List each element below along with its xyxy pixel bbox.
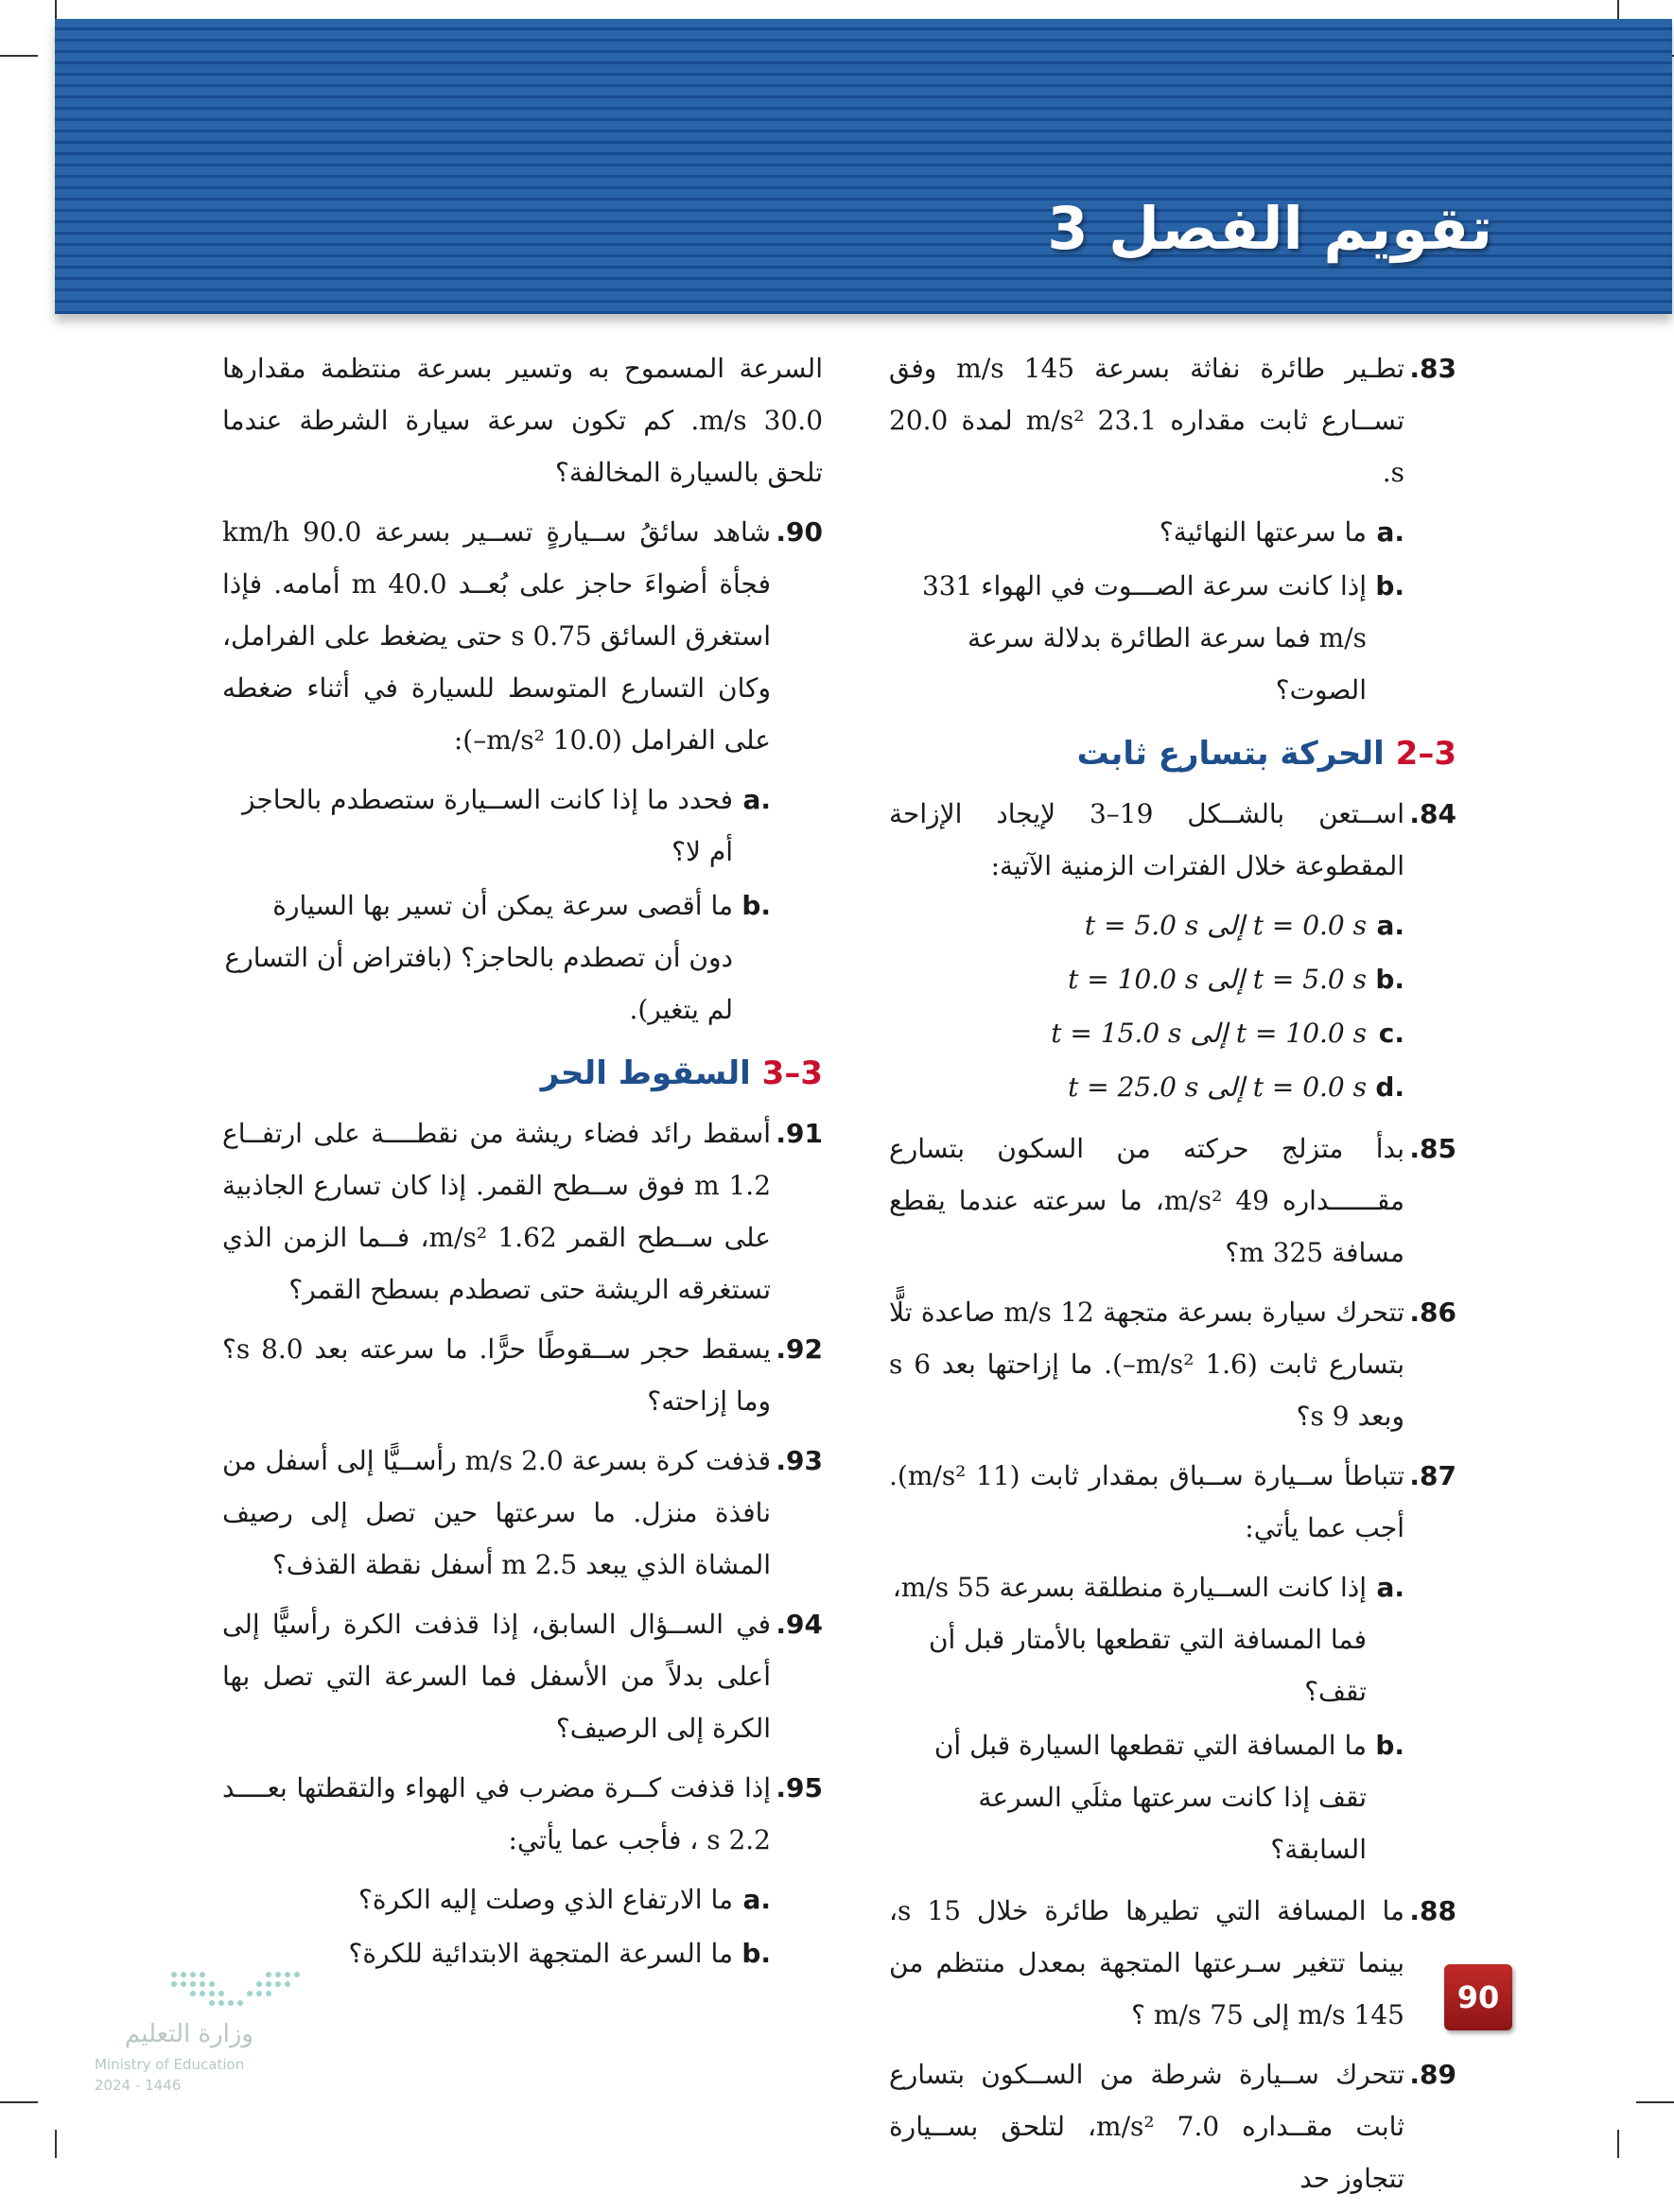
ministry-logo-icon — [166, 1965, 308, 2012]
sub-question-a — [889, 506, 1404, 558]
sub-question-letter: .d — [1375, 1071, 1404, 1103]
crop-mark — [55, 2130, 57, 2158]
question-number: .90 — [776, 516, 823, 548]
question-84 — [889, 788, 1456, 892]
question-87 — [889, 1450, 1456, 1554]
question-text: شاهد سائقُ ســيارةٍ تســير بسرعة 90.0 km/h فجأة أضواءَ حاجز على بُعــد 40.0 m أمامه. فإذا استغرق السائق 0.75 s حتى يضغط على الفرامل، وكان التسارع المتوسط للسيارة في أثناء ضغطه على الفرامل (10.0 m/s²–): — [222, 516, 771, 756]
sub-question-letter: .c — [1378, 1018, 1404, 1049]
ministry-name-english: Ministry of Education — [95, 2056, 245, 2073]
question-number: .89 — [1409, 2059, 1456, 2090]
question-number: .91 — [776, 1118, 823, 1149]
section-title: السقوط الحر — [540, 1054, 751, 1092]
sub-question-a — [222, 774, 771, 878]
sub-question-d — [889, 1061, 1404, 1113]
question-text: يسقط حجر ســقوطًا حرًّا. ما سرعته بعد 8.0 s؟ وما إزاحته؟ — [222, 1333, 771, 1417]
question-89-continued: السرعة المسموح به وتسير بسرعة منتظمة مقدارها 30.0 m/s. كم تكون سرعة سيارة الشرطة عندما تلحق بالسيارة المخالفة؟ — [222, 353, 824, 488]
question-text: تتحرك ســيارة شرطة من الســكون بتسارع ثابت مقــداره 7.0 m/s²، لتلحق بســيارة تتجاوز حد — [889, 2059, 1404, 2194]
sub-question-a — [889, 1561, 1404, 1717]
crop-mark — [0, 2101, 38, 2103]
sub-question-letter: .a — [1376, 910, 1404, 941]
question-number: .95 — [776, 1772, 823, 1803]
sub-question-c — [889, 1007, 1404, 1059]
section-heading — [889, 725, 1456, 782]
sub-question-a — [222, 1873, 771, 1925]
page-number-badge: 90 — [1444, 1964, 1512, 2030]
sub-question-b — [889, 560, 1404, 716]
time-interval: t = 0.0 s إلى t = 5.0 s — [1084, 910, 1367, 941]
sub-question-letter: .b — [1375, 964, 1404, 995]
section-title: الحركة بتسارع ثابت — [1076, 735, 1385, 773]
right-column — [889, 342, 1456, 2212]
question-number: .92 — [776, 1333, 823, 1365]
question-number: .94 — [776, 1609, 823, 1640]
sub-question-text: إذا كانت سرعة الصـــوت في الهواء 331 m/s فما سرعة الطائرة بدلالة سرعة الصوت؟ — [921, 570, 1367, 705]
question-89 — [889, 2048, 1456, 2204]
section-number: 3–2 — [1395, 735, 1456, 773]
sub-question-letter: .a — [742, 784, 771, 815]
time-interval: t = 0.0 s إلى t = 25.0 s — [1068, 1071, 1367, 1103]
sub-question-letter: .a — [742, 1884, 771, 1915]
question-number: .88 — [1409, 1895, 1456, 1926]
crop-mark — [1636, 2101, 1674, 2103]
question-text: في الســؤال السابق، إذا قذفت الكرة رأسيًّا إلى أعلى بدلاً من الأسفل فما السرعة التي تصل بها الكرة إلى الرصيف؟ — [222, 1609, 771, 1744]
sub-question-letter: .b — [741, 890, 771, 921]
sub-question-letter: .a — [1376, 516, 1404, 548]
sub-question-letter: .b — [741, 1938, 771, 1969]
sub-question-text: فحدد ما إذا كانت الســيارة ستصطدم بالحاجز أم لا؟ — [241, 784, 733, 867]
sub-question-b — [889, 1719, 1404, 1875]
sub-question-text: ما الارتفاع الذي وصلت إليه الكرة؟ — [357, 1884, 733, 1915]
sub-question-letter: .b — [1375, 1730, 1404, 1761]
sub-question-text: إذا كانت الســيارة منطلقة بسرعة 55 m/s، فما المسافة التي تقطعها بالأمتار قبل أن تقف؟ — [892, 1572, 1367, 1707]
question-text: ما المسافة التي تطيرها طائرة خلال 15 s، بينما تتغير سـرعتها المتجهة بمعدل منتظم من 145 m/s إلى 75 m/s ؟ — [889, 1895, 1404, 2030]
edition-year: 2024 - 1446 — [95, 2077, 182, 2094]
section-number: 3–3 — [761, 1054, 823, 1092]
sub-question-b — [222, 880, 771, 1036]
question-number: .85 — [1409, 1133, 1456, 1164]
crop-mark — [1617, 2130, 1619, 2158]
question-93 — [222, 1435, 823, 1591]
question-92 — [222, 1323, 823, 1427]
question-91 — [222, 1107, 823, 1315]
sub-question-text: ما أقصى سرعة يمكن أن تسير بها السيارة دون أن تصطدم بالحاجز؟ (بافتراض أن التسارع لم يتغير). — [224, 890, 733, 1025]
crop-mark — [0, 55, 38, 57]
ministry-logo — [93, 1965, 310, 2107]
question-number: .84 — [1409, 798, 1456, 829]
question-text: إذا قذفت كــرة مضرب في الهواء والتقطتها بعــــد 2.2 s ، فأجب عما يأتي: — [222, 1772, 771, 1855]
question-text: اســتعن بالشــكل 19–3 لإيجاد الإزاحة المقطوعة خلال الفترات الزمنية الآتية: — [889, 798, 1404, 881]
question-text: تتحرك سيارة بسرعة متجهة 12 m/s صاعدة تلًّا بتسارع ثابت (1.6 m/s²–). ما إزاحتها بعد 6 s وبعد 9 s؟ — [889, 1297, 1405, 1432]
question-text: بدأ متزلج حركته من السكون بتسارع مقــــــداره 49 m/s²، ما سرعته عندما يقطع مسافة 325 m؟ — [889, 1133, 1404, 1268]
question-text: أسقط رائد فضاء ريشة من نقطــــة على ارتفــاع 1.2 m فوق ســطح القمر. إذا كان تسارع الجاذبية على ســطح القمر 1.62 m/s²، فــما الزمن الذي تستغرقه الريشة حتى تصطدم بسطح القمر؟ — [222, 1118, 772, 1305]
question-95 — [222, 1762, 823, 1866]
chapter-title: تقويم الفصل 3 — [1047, 194, 1492, 263]
question-text: قذفت كرة بسرعة 2.0 m/s رأســيًّا إلى أسفل من نافذة منزل. ما سرعتها حين تصل إلى رصيف المشاة الذي يبعد 2.5 m أسفل نقطة القذف؟ — [222, 1445, 771, 1580]
sub-question-text: ما سرعتها النهائية؟ — [1159, 516, 1367, 548]
sub-question-text: ما السرعة المتجهة الابتدائية للكرة؟ — [348, 1938, 733, 1969]
question-86 — [889, 1286, 1456, 1442]
question-94 — [222, 1598, 823, 1754]
question-number: .87 — [1409, 1460, 1456, 1491]
time-interval: t = 5.0 s إلى t = 10.0 s — [1068, 964, 1367, 995]
question-number: .86 — [1409, 1297, 1456, 1328]
question-88 — [889, 1885, 1456, 2041]
question-text: تتباطأ ســيارة ســباق بمقدار ثابت (11 m/s²). أجب عما يأتي: — [889, 1460, 1404, 1543]
sub-question-b — [889, 953, 1404, 1005]
left-column — [222, 342, 823, 1981]
section-heading — [222, 1045, 823, 1102]
sub-question-letter: .a — [1376, 1572, 1404, 1603]
question-83 — [889, 342, 1456, 498]
question-number: .93 — [776, 1445, 823, 1476]
question-text: تطـير طائرة نفاثة بسرعة 145 m/s وفق تســارع ثابت مقداره 23.1 m/s² لمدة 20.0 s. — [889, 353, 1405, 488]
question-85 — [889, 1123, 1456, 1279]
question-number: .83 — [1409, 353, 1456, 384]
chapter-header-banner — [55, 19, 1672, 314]
question-90 — [222, 506, 823, 766]
ministry-name-arabic: وزارة التعليم — [124, 2020, 253, 2048]
sub-question-a — [889, 899, 1404, 951]
time-interval: t = 10.0 s إلى t = 15.0 s — [1051, 1018, 1367, 1049]
sub-question-letter: .b — [1375, 570, 1404, 601]
sub-question-text: ما المسافة التي تقطعها السيارة قبل أن تقف إذا كانت سرعتها مثلَي السرعة السابقة؟ — [933, 1730, 1367, 1865]
